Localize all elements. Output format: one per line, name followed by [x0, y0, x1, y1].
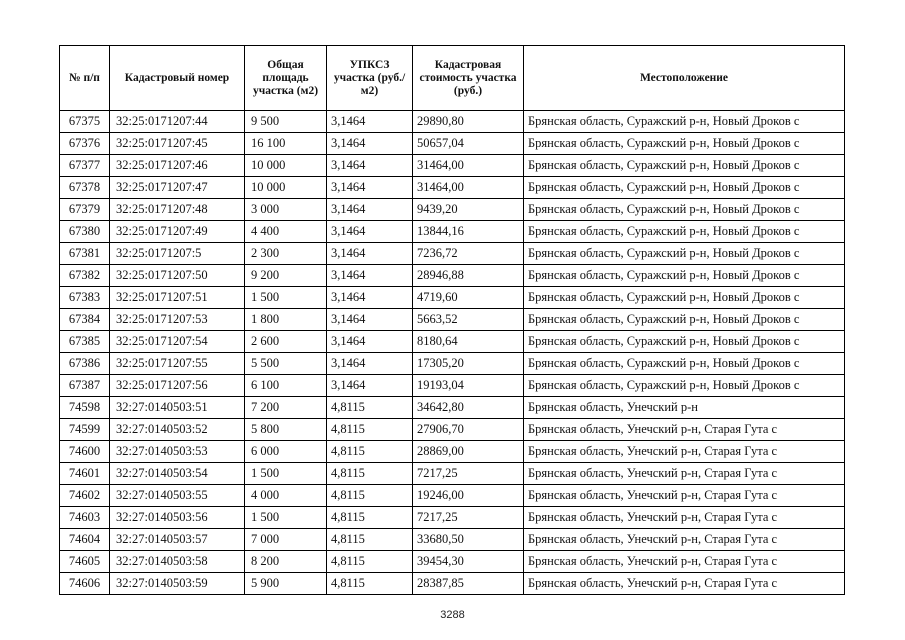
cell-specific-value: 3,1464: [327, 265, 413, 287]
cell-area: 10 000: [245, 155, 327, 177]
cell-row-number: 74606: [60, 573, 110, 595]
cell-specific-value: 3,1464: [327, 331, 413, 353]
cell-row-number: 74604: [60, 529, 110, 551]
cell-row-number: 67387: [60, 375, 110, 397]
cell-specific-value: 4,8115: [327, 573, 413, 595]
table-row: [60, 463, 845, 485]
cell-location: Брянская область, Унечский р-н, Старая Гута с: [524, 441, 845, 463]
cell-location: Брянская область, Суражский р-н, Новый Дроков с: [524, 353, 845, 375]
cell-row-number: 74602: [60, 485, 110, 507]
cell-specific-value: 3,1464: [327, 353, 413, 375]
cell-row-number: 67375: [60, 111, 110, 133]
cell-area: 4 000: [245, 485, 327, 507]
cell-cadastral-value: 19193,04: [413, 375, 524, 397]
cell-row-number: 67382: [60, 265, 110, 287]
cell-location: Брянская область, Суражский р-н, Новый Дроков с: [524, 243, 845, 265]
cell-specific-value: 3,1464: [327, 287, 413, 309]
cell-row-number: 67377: [60, 155, 110, 177]
cell-row-number: 67385: [60, 331, 110, 353]
cell-cadastral-value: 17305,20: [413, 353, 524, 375]
table-row: [60, 177, 845, 199]
cell-specific-value: 3,1464: [327, 111, 413, 133]
cell-row-number: 74603: [60, 507, 110, 529]
cell-cadastral-value: 8180,64: [413, 331, 524, 353]
cell-area: 2 300: [245, 243, 327, 265]
header-cadastral-value: Кадастровая стоимость участка (руб.): [413, 46, 524, 111]
cell-row-number: 67378: [60, 177, 110, 199]
cell-specific-value: 4,8115: [327, 507, 413, 529]
cell-cadastral-number: 32:27:0140503:59: [110, 573, 245, 595]
cell-cadastral-value: 28869,00: [413, 441, 524, 463]
header-row-number: № п/п: [60, 46, 110, 111]
cell-location: Брянская область, Унечский р-н, Старая Гута с: [524, 419, 845, 441]
cell-specific-value: 3,1464: [327, 375, 413, 397]
cell-location: Брянская область, Суражский р-н, Новый Дроков с: [524, 111, 845, 133]
cell-location: Брянская область, Унечский р-н, Старая Гута с: [524, 463, 845, 485]
table-row: [60, 375, 845, 397]
table-row: [60, 529, 845, 551]
cell-cadastral-value: 13844,16: [413, 221, 524, 243]
cell-area: 1 500: [245, 463, 327, 485]
cell-row-number: 67384: [60, 309, 110, 331]
cell-location: Брянская область, Унечский р-н, Старая Гута с: [524, 573, 845, 595]
cell-cadastral-number: 32:25:0171207:45: [110, 133, 245, 155]
table-row: [60, 265, 845, 287]
cell-cadastral-value: 31464,00: [413, 155, 524, 177]
cell-cadastral-number: 32:25:0171207:54: [110, 331, 245, 353]
cell-area: 3 000: [245, 199, 327, 221]
cell-cadastral-value: 28946,88: [413, 265, 524, 287]
cell-row-number: 67379: [60, 199, 110, 221]
table-row: [60, 551, 845, 573]
cell-cadastral-value: 27906,70: [413, 419, 524, 441]
header-location: Местоположение: [524, 46, 845, 111]
cell-cadastral-number: 32:25:0171207:53: [110, 309, 245, 331]
cell-specific-value: 3,1464: [327, 177, 413, 199]
table-row: [60, 199, 845, 221]
cell-area: 2 600: [245, 331, 327, 353]
cell-area: 8 200: [245, 551, 327, 573]
cell-location: Брянская область, Унечский р-н: [524, 397, 845, 419]
cell-area: 6 100: [245, 375, 327, 397]
page-number: 3288: [440, 609, 465, 621]
table-row: [60, 397, 845, 419]
cell-cadastral-number: 32:25:0171207:51: [110, 287, 245, 309]
cell-area: 9 200: [245, 265, 327, 287]
cell-row-number: 74599: [60, 419, 110, 441]
cell-specific-value: 3,1464: [327, 221, 413, 243]
cell-area: 4 400: [245, 221, 327, 243]
cell-specific-value: 3,1464: [327, 309, 413, 331]
header-cadastral-number: Кадастровый номер: [110, 46, 245, 111]
table-row: [60, 507, 845, 529]
cell-cadastral-value: 29890,80: [413, 111, 524, 133]
cell-cadastral-number: 32:25:0171207:47: [110, 177, 245, 199]
cell-row-number: 74601: [60, 463, 110, 485]
cell-cadastral-value: 19246,00: [413, 485, 524, 507]
cell-row-number: 74600: [60, 441, 110, 463]
cell-cadastral-number: 32:27:0140503:58: [110, 551, 245, 573]
cell-area: 7 200: [245, 397, 327, 419]
cell-location: Брянская область, Унечский р-н, Старая Гута с: [524, 529, 845, 551]
cell-cadastral-number: 32:25:0171207:48: [110, 199, 245, 221]
table-row: [60, 221, 845, 243]
table-row: [60, 485, 845, 507]
cell-location: Брянская область, Унечский р-н, Старая Гута с: [524, 485, 845, 507]
cell-specific-value: 3,1464: [327, 243, 413, 265]
cell-cadastral-value: 39454,30: [413, 551, 524, 573]
cell-location: Брянская область, Унечский р-н, Старая Гута с: [524, 551, 845, 573]
cell-specific-value: 4,8115: [327, 529, 413, 551]
cell-cadastral-value: 33680,50: [413, 529, 524, 551]
cell-specific-value: 4,8115: [327, 551, 413, 573]
table-row: [60, 133, 845, 155]
cell-location: Брянская область, Суражский р-н, Новый Дроков с: [524, 287, 845, 309]
cell-cadastral-number: 32:27:0140503:51: [110, 397, 245, 419]
table-row: [60, 155, 845, 177]
cell-cadastral-number: 32:25:0171207:46: [110, 155, 245, 177]
cell-location: Брянская область, Унечский р-н, Старая Гута с: [524, 507, 845, 529]
cell-area: 7 000: [245, 529, 327, 551]
table-row: [60, 309, 845, 331]
cell-cadastral-number: 32:25:0171207:50: [110, 265, 245, 287]
cell-location: Брянская область, Суражский р-н, Новый Дроков с: [524, 221, 845, 243]
cell-cadastral-number: 32:27:0140503:54: [110, 463, 245, 485]
cell-cadastral-number: 32:25:0171207:49: [110, 221, 245, 243]
cell-specific-value: 3,1464: [327, 155, 413, 177]
cell-area: 1 800: [245, 309, 327, 331]
header-specific-value: УПКСЗ участка (руб./м2): [327, 46, 413, 111]
cell-row-number: 67383: [60, 287, 110, 309]
cell-cadastral-value: 50657,04: [413, 133, 524, 155]
cell-location: Брянская область, Суражский р-н, Новый Дроков с: [524, 309, 845, 331]
table-row: [60, 111, 845, 133]
cell-location: Брянская область, Суражский р-н, Новый Дроков с: [524, 331, 845, 353]
cell-specific-value: 4,8115: [327, 463, 413, 485]
cell-area: 9 500: [245, 111, 327, 133]
cell-cadastral-value: 4719,60: [413, 287, 524, 309]
cell-cadastral-value: 34642,80: [413, 397, 524, 419]
table-row: [60, 573, 845, 595]
cell-cadastral-number: 32:27:0140503:53: [110, 441, 245, 463]
cell-row-number: 67381: [60, 243, 110, 265]
cell-row-number: 67380: [60, 221, 110, 243]
cell-cadastral-number: 32:27:0140503:52: [110, 419, 245, 441]
cell-area: 5 900: [245, 573, 327, 595]
cell-area: 1 500: [245, 287, 327, 309]
table-row: [60, 287, 845, 309]
cell-area: 5 800: [245, 419, 327, 441]
cell-area: 10 000: [245, 177, 327, 199]
cell-specific-value: 3,1464: [327, 133, 413, 155]
cell-location: Брянская область, Суражский р-н, Новый Дроков с: [524, 177, 845, 199]
cell-cadastral-number: 32:25:0171207:55: [110, 353, 245, 375]
cell-cadastral-value: 7236,72: [413, 243, 524, 265]
cell-cadastral-value: 7217,25: [413, 507, 524, 529]
cell-cadastral-value: 9439,20: [413, 199, 524, 221]
cell-area: 5 500: [245, 353, 327, 375]
cell-cadastral-number: 32:27:0140503:56: [110, 507, 245, 529]
table-row: [60, 243, 845, 265]
cell-row-number: 67386: [60, 353, 110, 375]
table-row: [60, 419, 845, 441]
header-total-area: Общая площадь участка (м2): [245, 46, 327, 111]
cell-cadastral-value: 31464,00: [413, 177, 524, 199]
cell-specific-value: 4,8115: [327, 485, 413, 507]
cell-location: Брянская область, Суражский р-н, Новый Дроков с: [524, 265, 845, 287]
table-header-row: [60, 46, 845, 111]
cadastral-table: [59, 45, 845, 595]
cell-location: Брянская область, Суражский р-н, Новый Дроков с: [524, 199, 845, 221]
cell-cadastral-number: 32:25:0171207:5: [110, 243, 245, 265]
cell-row-number: 74605: [60, 551, 110, 573]
cell-specific-value: 4,8115: [327, 397, 413, 419]
cell-location: Брянская область, Суражский р-н, Новый Дроков с: [524, 133, 845, 155]
cell-area: 1 500: [245, 507, 327, 529]
cell-row-number: 74598: [60, 397, 110, 419]
cell-specific-value: 3,1464: [327, 199, 413, 221]
cell-location: Брянская область, Суражский р-н, Новый Дроков с: [524, 155, 845, 177]
cell-cadastral-value: 5663,52: [413, 309, 524, 331]
cell-cadastral-number: 32:27:0140503:55: [110, 485, 245, 507]
table-row: [60, 441, 845, 463]
cell-specific-value: 4,8115: [327, 419, 413, 441]
cell-cadastral-number: 32:25:0171207:44: [110, 111, 245, 133]
table-body: [60, 111, 845, 595]
cell-cadastral-number: 32:27:0140503:57: [110, 529, 245, 551]
cell-area: 16 100: [245, 133, 327, 155]
cell-cadastral-value: 28387,85: [413, 573, 524, 595]
cell-specific-value: 4,8115: [327, 441, 413, 463]
table-row: [60, 331, 845, 353]
table-row: [60, 353, 845, 375]
cell-cadastral-number: 32:25:0171207:56: [110, 375, 245, 397]
cell-area: 6 000: [245, 441, 327, 463]
cell-cadastral-value: 7217,25: [413, 463, 524, 485]
cell-location: Брянская область, Суражский р-н, Новый Дроков с: [524, 375, 845, 397]
cell-row-number: 67376: [60, 133, 110, 155]
